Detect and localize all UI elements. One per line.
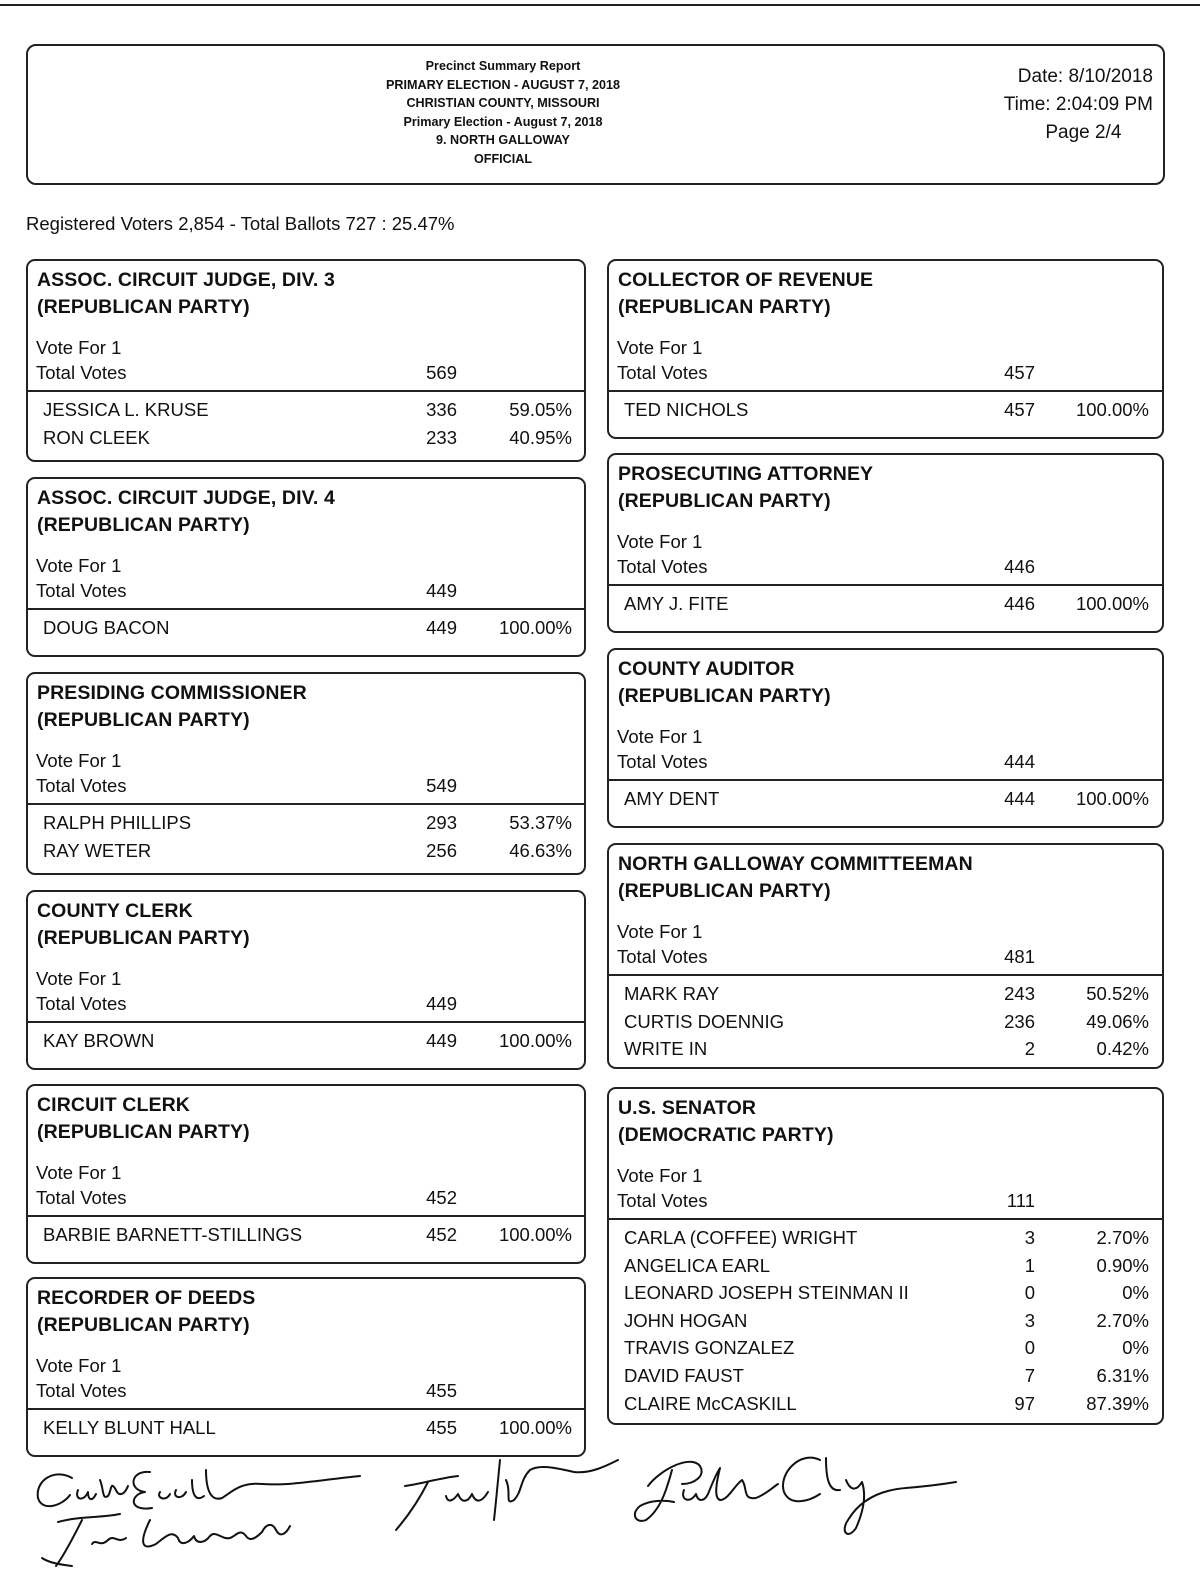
total-votes-label: Total Votes bbox=[617, 362, 708, 383]
party-name: (REPUBLICAN PARTY) bbox=[618, 684, 831, 707]
total-votes-value: 481 bbox=[1004, 946, 1035, 967]
candidate-name: RON CLEEK bbox=[43, 426, 150, 448]
candidate-percent: 100.00% bbox=[1075, 399, 1149, 420]
divider-line bbox=[609, 390, 1162, 392]
candidate-row bbox=[28, 840, 584, 868]
race-title bbox=[618, 851, 973, 904]
race-title bbox=[618, 1095, 834, 1148]
signature-julie-clay bbox=[635, 1458, 956, 1534]
report-title-block bbox=[278, 57, 728, 168]
candidate-row bbox=[609, 1011, 1162, 1039]
divider-line bbox=[609, 584, 1162, 586]
candidate-list bbox=[28, 617, 584, 645]
candidate-percent: 59.05% bbox=[509, 399, 572, 420]
race-box bbox=[607, 453, 1164, 633]
candidate-percent: 6.31% bbox=[1096, 1364, 1149, 1386]
signatures bbox=[0, 1440, 1200, 1574]
candidate-votes: 446 bbox=[1004, 593, 1035, 614]
divider-line bbox=[28, 803, 584, 805]
party-name: (REPUBLICAN PARTY) bbox=[37, 708, 250, 731]
candidate-list bbox=[28, 812, 584, 867]
candidate-votes: 449 bbox=[426, 617, 457, 638]
candidate-row bbox=[28, 427, 584, 455]
race-title bbox=[37, 898, 250, 951]
candidate-row bbox=[609, 1337, 1162, 1365]
candidate-votes: 449 bbox=[426, 1030, 457, 1051]
candidate-name: ANGELICA EARL bbox=[624, 1254, 771, 1276]
candidate-row bbox=[609, 1393, 1162, 1421]
candidate-row bbox=[28, 812, 584, 840]
race-title bbox=[37, 485, 335, 538]
race-box bbox=[26, 672, 586, 875]
total-votes-label: Total Votes bbox=[36, 1187, 127, 1208]
candidate-percent: 87.39% bbox=[1086, 1392, 1149, 1414]
party-name: (REPUBLICAN PARTY) bbox=[37, 513, 250, 536]
vote-for-label: Vote For 1 bbox=[36, 1355, 122, 1376]
total-votes-label: Total Votes bbox=[36, 993, 127, 1014]
candidate-list bbox=[28, 1030, 584, 1058]
race-title bbox=[618, 656, 831, 709]
party-name: (REPUBLICAN PARTY) bbox=[37, 295, 250, 318]
candidate-percent: 2.70% bbox=[1096, 1227, 1149, 1248]
candidate-percent: 2.70% bbox=[1096, 1309, 1149, 1331]
candidate-votes: 236 bbox=[1004, 1010, 1035, 1032]
divider-line bbox=[609, 779, 1162, 781]
candidate-percent: 0% bbox=[1122, 1337, 1149, 1359]
jurisdiction: CHRISTIAN COUNTY, MISSOURI bbox=[406, 96, 600, 110]
candidate-votes: 2 bbox=[1024, 1038, 1035, 1060]
total-votes-value: 446 bbox=[1004, 556, 1035, 577]
candidate-list bbox=[609, 593, 1162, 621]
candidate-name: MARK RAY bbox=[624, 983, 720, 1004]
race-title bbox=[37, 680, 307, 733]
candidate-percent: 100.00% bbox=[498, 617, 572, 638]
total-votes-value: 444 bbox=[1004, 751, 1035, 772]
precinct-name: 9. NORTH GALLOWAY bbox=[436, 133, 570, 147]
candidate-votes: 97 bbox=[1014, 1392, 1035, 1414]
total-votes-value: 457 bbox=[1004, 362, 1035, 383]
party-name: (REPUBLICAN PARTY) bbox=[618, 489, 831, 512]
candidate-percent: 100.00% bbox=[498, 1224, 572, 1245]
race-title bbox=[37, 1092, 250, 1145]
candidate-row bbox=[609, 1365, 1162, 1393]
vote-for-label: Vote For 1 bbox=[36, 1162, 122, 1183]
total-votes-label: Total Votes bbox=[36, 775, 127, 796]
candidate-row bbox=[28, 399, 584, 427]
report-title: Precinct Summary Report bbox=[425, 59, 581, 73]
vote-for-label: Vote For 1 bbox=[36, 750, 122, 771]
page-number: Page 2/4 bbox=[1045, 122, 1122, 143]
vote-for-label: Vote For 1 bbox=[617, 531, 703, 552]
vote-for-label: Vote For 1 bbox=[36, 337, 122, 358]
total-votes-value: 449 bbox=[426, 580, 457, 601]
candidate-name: DOUG BACON bbox=[43, 617, 170, 638]
total-votes-label: Total Votes bbox=[617, 751, 708, 772]
candidate-percent: 100.00% bbox=[498, 1417, 572, 1438]
signature-jim-russell bbox=[56, 1514, 290, 1566]
office-name: ASSOC. CIRCUIT JUDGE, DIV. 3 bbox=[37, 269, 335, 291]
candidate-row bbox=[609, 788, 1162, 816]
candidate-name: JOHN HOGAN bbox=[624, 1309, 748, 1331]
candidate-votes: 7 bbox=[1024, 1364, 1035, 1386]
vote-for-label: Vote For 1 bbox=[36, 968, 122, 989]
vote-for-label: Vote For 1 bbox=[617, 337, 703, 358]
candidate-name: DAVID FAUST bbox=[624, 1364, 744, 1386]
signature-carla-esserth bbox=[38, 1470, 360, 1509]
race-box bbox=[607, 1087, 1164, 1425]
candidate-row bbox=[609, 1038, 1162, 1066]
candidate-row bbox=[609, 1227, 1162, 1255]
total-votes-label: Total Votes bbox=[617, 946, 708, 967]
candidate-name: KAY BROWN bbox=[43, 1030, 155, 1051]
race-box bbox=[607, 843, 1164, 1069]
divider-line bbox=[28, 1215, 584, 1217]
report-time: Time: 2:04:09 PM bbox=[1003, 94, 1153, 115]
candidate-votes: 452 bbox=[426, 1224, 457, 1245]
candidate-list bbox=[609, 399, 1162, 427]
candidate-row bbox=[609, 983, 1162, 1011]
candidate-percent: 53.37% bbox=[509, 812, 572, 833]
candidate-votes: 336 bbox=[426, 399, 457, 420]
office-name: PRESIDING COMMISSIONER bbox=[37, 682, 307, 704]
divider-line bbox=[28, 1408, 584, 1410]
candidate-votes: 455 bbox=[426, 1417, 457, 1438]
total-votes-value: 549 bbox=[426, 775, 457, 796]
candidate-row bbox=[609, 1255, 1162, 1283]
report-header bbox=[26, 44, 1165, 185]
candidate-votes: 3 bbox=[1024, 1227, 1035, 1248]
candidate-name: CARLA (COFFEE) WRIGHT bbox=[624, 1227, 858, 1248]
candidate-votes: 0 bbox=[1024, 1337, 1035, 1359]
candidate-name: RALPH PHILLIPS bbox=[43, 812, 192, 833]
total-votes-label: Total Votes bbox=[36, 1380, 127, 1401]
office-name: RECORDER OF DEEDS bbox=[37, 1287, 256, 1309]
total-votes-value: 569 bbox=[426, 362, 457, 383]
office-name: ASSOC. CIRCUIT JUDGE, DIV. 4 bbox=[37, 487, 335, 509]
candidate-percent: 100.00% bbox=[1075, 593, 1149, 614]
total-votes-value: 449 bbox=[426, 993, 457, 1014]
candidate-name: TED NICHOLS bbox=[624, 399, 749, 420]
party-name: (DEMOCRATIC PARTY) bbox=[618, 1123, 834, 1146]
candidate-percent: 100.00% bbox=[498, 1030, 572, 1051]
divider-line bbox=[609, 1218, 1162, 1220]
candidate-percent: 0.42% bbox=[1096, 1038, 1149, 1060]
party-name: (REPUBLICAN PARTY) bbox=[37, 926, 250, 949]
race-box bbox=[26, 1277, 586, 1457]
total-votes-label: Total Votes bbox=[36, 580, 127, 601]
total-votes-value: 111 bbox=[1006, 1190, 1035, 1211]
candidate-row bbox=[609, 593, 1162, 621]
candidate-name: KELLY BLUNT HALL bbox=[43, 1417, 216, 1438]
candidate-name: AMY DENT bbox=[624, 788, 720, 809]
total-votes-label: Total Votes bbox=[617, 556, 708, 577]
candidate-percent: 50.52% bbox=[1086, 983, 1149, 1004]
candidate-row bbox=[28, 1030, 584, 1058]
registered-voters-summary: Registered Voters 2,854 - Total Ballots 727 : 25.47% bbox=[26, 213, 455, 234]
divider-line bbox=[28, 608, 584, 610]
office-name: COUNTY CLERK bbox=[37, 900, 193, 922]
office-name: CIRCUIT CLERK bbox=[37, 1094, 190, 1116]
vote-for-label: Vote For 1 bbox=[36, 555, 122, 576]
candidate-name: CURTIS DOENNIG bbox=[624, 1010, 785, 1032]
race-box bbox=[26, 890, 586, 1070]
candidate-percent: 46.63% bbox=[509, 839, 572, 861]
vote-for-label: Vote For 1 bbox=[617, 1165, 703, 1186]
candidate-percent: 100.00% bbox=[1075, 788, 1149, 809]
candidate-percent: 0% bbox=[1122, 1282, 1149, 1304]
report-date: Date: 8/10/2018 bbox=[1017, 66, 1153, 87]
candidate-list bbox=[609, 983, 1162, 1066]
divider-line bbox=[609, 974, 1162, 976]
candidate-votes: 233 bbox=[426, 426, 457, 448]
candidate-name: JESSICA L. KRUSE bbox=[43, 399, 209, 420]
race-title bbox=[37, 1285, 255, 1338]
candidate-votes: 1 bbox=[1024, 1254, 1035, 1276]
candidate-row bbox=[28, 1224, 584, 1252]
total-votes-label: Total Votes bbox=[617, 1190, 708, 1211]
candidate-votes: 293 bbox=[426, 812, 457, 833]
office-name: NORTH GALLOWAY COMMITTEEMAN bbox=[618, 853, 973, 875]
total-votes-value: 452 bbox=[426, 1187, 457, 1208]
vote-for-label: Vote For 1 bbox=[617, 921, 703, 942]
election-name: PRIMARY ELECTION - AUGUST 7, 2018 bbox=[386, 77, 620, 92]
candidate-votes: 0 bbox=[1024, 1282, 1035, 1304]
candidate-percent: 49.06% bbox=[1086, 1010, 1149, 1032]
race-title bbox=[618, 461, 873, 514]
candidate-name: TRAVIS GONZALEZ bbox=[624, 1337, 795, 1359]
divider-line bbox=[28, 390, 584, 392]
office-name: PROSECUTING ATTORNEY bbox=[618, 463, 874, 485]
party-name: (REPUBLICAN PARTY) bbox=[618, 295, 831, 318]
candidate-percent: 40.95% bbox=[509, 426, 572, 448]
candidate-votes: 457 bbox=[1004, 399, 1035, 420]
candidate-list bbox=[609, 788, 1162, 816]
signature-tim-voss bbox=[396, 1460, 618, 1530]
candidate-votes: 444 bbox=[1004, 788, 1035, 809]
race-box bbox=[607, 648, 1164, 828]
candidate-list bbox=[609, 1227, 1162, 1420]
race-box bbox=[26, 259, 586, 462]
race-box bbox=[26, 1084, 586, 1264]
candidate-votes: 256 bbox=[426, 839, 457, 861]
party-name: (REPUBLICAN PARTY) bbox=[37, 1313, 250, 1336]
candidate-votes: 3 bbox=[1024, 1309, 1035, 1331]
candidate-list bbox=[28, 1224, 584, 1252]
candidate-row bbox=[609, 1310, 1162, 1338]
candidate-name: BARBIE BARNETT-STILLINGS bbox=[43, 1224, 303, 1245]
race-box bbox=[607, 259, 1164, 439]
party-name: (REPUBLICAN PARTY) bbox=[618, 879, 831, 902]
election-subtitle: Primary Election - August 7, 2018 bbox=[403, 114, 603, 129]
vote-for-label: Vote For 1 bbox=[617, 726, 703, 747]
candidate-row bbox=[28, 617, 584, 645]
race-box bbox=[26, 477, 586, 657]
top-rule bbox=[0, 4, 1200, 6]
candidate-row bbox=[609, 399, 1162, 427]
report-status: OFFICIAL bbox=[473, 151, 533, 166]
party-name: (REPUBLICAN PARTY) bbox=[37, 1120, 250, 1143]
divider-line bbox=[28, 1021, 584, 1023]
candidate-row bbox=[609, 1282, 1162, 1310]
candidate-name: LEONARD JOSEPH STEINMAN II bbox=[624, 1282, 909, 1304]
office-name: U.S. SENATOR bbox=[618, 1097, 757, 1119]
report-meta bbox=[1004, 63, 1153, 147]
candidate-name: CLAIRE McCASKILL bbox=[624, 1392, 797, 1414]
candidate-name: WRITE IN bbox=[624, 1038, 708, 1060]
candidate-name: RAY WETER bbox=[43, 839, 152, 861]
candidate-percent: 0.90% bbox=[1096, 1254, 1149, 1276]
candidate-list bbox=[28, 399, 584, 454]
office-name: COUNTY AUDITOR bbox=[618, 658, 795, 680]
candidate-votes: 243 bbox=[1004, 983, 1035, 1004]
race-title bbox=[618, 267, 873, 320]
total-votes-value: 455 bbox=[426, 1380, 457, 1401]
race-title bbox=[37, 267, 335, 320]
total-votes-label: Total Votes bbox=[36, 362, 127, 383]
candidate-name: AMY J. FITE bbox=[624, 593, 729, 614]
office-name: COLLECTOR OF REVENUE bbox=[618, 269, 874, 291]
